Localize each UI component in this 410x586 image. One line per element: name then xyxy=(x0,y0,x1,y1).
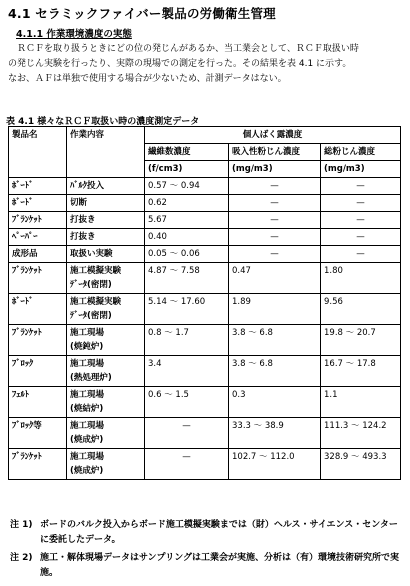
respirable-cell: — xyxy=(229,195,321,212)
table-row xyxy=(9,212,401,229)
paragraph-line: ＲＣＦを取り扱うときにどの位の発じんがあるか、当工業会として、ＲＣＦ取扱い時 xyxy=(8,44,359,54)
table-row xyxy=(9,229,401,246)
product-cell: ﾎﾞｰﾄﾞ xyxy=(9,195,67,212)
total-cell: 111.3 ～ 124.2 xyxy=(321,418,401,449)
table-row xyxy=(9,356,401,387)
table-row xyxy=(9,325,401,356)
work-line: 施工模擬実験 xyxy=(70,297,122,307)
footnote xyxy=(10,518,406,548)
footnote-text: 施工・解体現場データはサンプリングは工業会が実施、分析は（有）環境技術研究所で実施。 xyxy=(40,553,400,578)
work-line: (熱処理炉) xyxy=(70,373,112,383)
footnotes xyxy=(10,518,406,584)
fiber-cell: 0.8 ～ 1.7 xyxy=(145,325,229,356)
total-cell: 16.7 ～ 17.8 xyxy=(321,356,401,387)
work-cell xyxy=(67,212,145,229)
total-cell: — xyxy=(321,246,401,263)
work-line: 施工現場 xyxy=(70,421,105,431)
concentration-table xyxy=(8,126,401,480)
product-cell: ﾌｪﾙﾄ xyxy=(9,387,67,418)
work-line: 施工現場 xyxy=(70,390,105,400)
work-cell xyxy=(67,418,145,449)
work-cell xyxy=(67,195,145,212)
fiber-cell: 0.05 ～ 0.06 xyxy=(145,246,229,263)
fiber-cell: 5.67 xyxy=(145,212,229,229)
work-line: ﾃﾞｰﾀ(密閉) xyxy=(70,280,112,290)
section-heading: 4.1 セラミックファイバー製品の労働衛生管理 xyxy=(8,6,276,21)
respirable-cell: — xyxy=(229,178,321,195)
table-row xyxy=(9,418,401,449)
work-cell xyxy=(67,229,145,246)
work-line: 施工現場 xyxy=(70,452,105,462)
work-cell xyxy=(67,325,145,356)
product-cell: 成形品 xyxy=(9,246,67,263)
respirable-cell: 0.47 xyxy=(229,263,321,294)
work-cell xyxy=(67,449,145,480)
table-row xyxy=(9,178,401,195)
respirable-cell: 102.7 ～ 112.0 xyxy=(229,449,321,480)
footnote-text: ボードのバルク投入からボード施工模擬実験までは（財）ヘルス・サイエンス・センターに委託したデータ。 xyxy=(40,520,398,545)
footnote-label: 注 1) xyxy=(10,520,33,530)
respirable-cell: 0.3 xyxy=(229,387,321,418)
header-respirable-unit: (mg/m3) xyxy=(229,161,321,178)
paragraph-line: の発じん実験を行ったり、実際の現場での測定を行った。その結果を表 4.1 に示す。 xyxy=(8,59,352,69)
footnote xyxy=(10,551,406,581)
work-line: (焼成炉) xyxy=(70,435,104,445)
work-cell xyxy=(67,178,145,195)
fiber-cell: 3.4 xyxy=(145,356,229,387)
respirable-cell: — xyxy=(229,246,321,263)
work-line: (焼鈍炉) xyxy=(70,342,104,352)
respirable-cell: — xyxy=(229,212,321,229)
respirable-cell: 3.8 ～ 6.8 xyxy=(229,356,321,387)
work-line: 施工現場 xyxy=(70,359,105,369)
header-respirable: 吸入性粉じん濃度 xyxy=(229,144,321,161)
fiber-cell: 0.6 ～ 1.5 xyxy=(145,387,229,418)
table-row xyxy=(9,195,401,212)
total-cell: — xyxy=(321,195,401,212)
total-cell: — xyxy=(321,178,401,195)
total-cell: — xyxy=(321,229,401,246)
total-cell: 1.80 xyxy=(321,263,401,294)
work-line: 取扱い実験 xyxy=(70,249,113,259)
work-line: ﾃﾞｰﾀ(密閉) xyxy=(70,311,112,321)
paragraph-line: なお、ＡＦは単独で使用する場合が少ないため、計測データはない。 xyxy=(8,74,287,84)
respirable-cell: 1.89 xyxy=(229,294,321,325)
work-line: 打抜き xyxy=(70,215,96,225)
product-cell: ﾌﾞﾗﾝｹｯﾄ xyxy=(9,449,67,480)
total-cell: 328.9 ～ 493.3 xyxy=(321,449,401,480)
header-product: 製品名 xyxy=(9,127,67,178)
product-cell: ﾎﾞｰﾄﾞ xyxy=(9,294,67,325)
table-row xyxy=(9,449,401,480)
footnote-label: 注 2) xyxy=(10,553,33,563)
product-cell: ﾌﾞﾗﾝｹｯﾄ xyxy=(9,212,67,229)
total-cell: 19.8 ～ 20.7 xyxy=(321,325,401,356)
product-cell: ﾌﾞﾗﾝｹｯﾄ xyxy=(9,325,67,356)
work-line: 施工模擬実験 xyxy=(70,266,122,276)
fiber-cell: — xyxy=(145,449,229,480)
product-cell: ﾌﾞﾛｯｸ等 xyxy=(9,418,67,449)
header-fiber: 繊維数濃度 xyxy=(145,144,229,161)
work-cell xyxy=(67,294,145,325)
work-line: 施工現場 xyxy=(70,328,105,338)
work-line: ﾊﾞﾙｸ投入 xyxy=(70,181,105,191)
fiber-cell: 0.40 xyxy=(145,229,229,246)
table-row xyxy=(9,387,401,418)
product-cell: ﾌﾞﾛｯｸ xyxy=(9,356,67,387)
work-line: 切断 xyxy=(70,198,88,208)
table-row xyxy=(9,246,401,263)
table-caption: 表 4.1 様々なＲＣＦ取扱い時の濃度測定データ xyxy=(6,117,200,127)
table-row xyxy=(9,294,401,325)
respirable-cell: — xyxy=(229,229,321,246)
table-body xyxy=(9,178,401,480)
respirable-cell: 3.8 ～ 6.8 xyxy=(229,325,321,356)
respirable-cell: 33.3 ～ 38.9 xyxy=(229,418,321,449)
header-fiber-unit: (f/cm3) xyxy=(145,161,229,178)
work-line: (焼成炉) xyxy=(70,466,104,476)
total-cell: 1.1 xyxy=(321,387,401,418)
table-row xyxy=(9,263,401,294)
product-cell: ﾍﾟｰﾊﾟｰ xyxy=(9,229,67,246)
total-cell: 9.56 xyxy=(321,294,401,325)
fiber-cell: 0.57 ～ 0.94 xyxy=(145,178,229,195)
work-cell xyxy=(67,246,145,263)
header-work: 作業内容 xyxy=(67,127,145,178)
header-total-unit: (mg/m3) xyxy=(321,161,401,178)
header-total: 総粉じん濃度 xyxy=(321,144,401,161)
fiber-cell: 0.62 xyxy=(145,195,229,212)
work-line: (焼結炉) xyxy=(70,404,104,414)
fiber-cell: 4.87 ～ 7.58 xyxy=(145,263,229,294)
product-cell: ﾌﾞﾗﾝｹｯﾄ xyxy=(9,263,67,294)
work-cell xyxy=(67,263,145,294)
subsection-heading: 4.1.1 作業環境濃度の実態 xyxy=(16,29,132,40)
intro-paragraph xyxy=(8,42,406,87)
work-cell xyxy=(67,387,145,418)
work-cell xyxy=(67,356,145,387)
work-line: 打抜き xyxy=(70,232,96,242)
fiber-cell: 5.14 ～ 17.60 xyxy=(145,294,229,325)
header-exposure-group: 個人ばく露濃度 xyxy=(145,127,401,144)
total-cell: — xyxy=(321,212,401,229)
fiber-cell: — xyxy=(145,418,229,449)
product-cell: ﾎﾞｰﾄﾞ xyxy=(9,178,67,195)
